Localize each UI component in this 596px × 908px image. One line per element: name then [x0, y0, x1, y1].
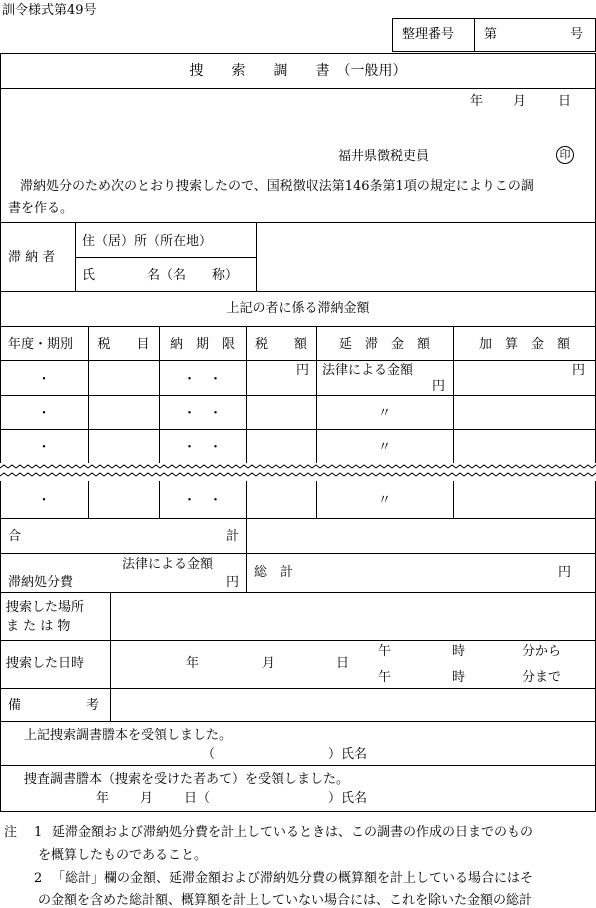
row4-period: ・ [37, 493, 51, 508]
note1-line2: を概算したものであること。 [38, 848, 208, 863]
fee-row [0, 553, 596, 593]
official-title: 福井県徴税吏員 [338, 149, 430, 164]
col-tax-amount: 税 額 [254, 337, 307, 352]
intro-line2: 書を作る。 [8, 201, 74, 216]
col-delay-amount: 延 滞 金 額 [338, 337, 430, 352]
break-wave-icon [0, 463, 596, 481]
notes-label: 注 [4, 825, 18, 840]
from-hour: 時 [452, 644, 466, 659]
seiri-prefix: 第 [484, 27, 498, 42]
receipt1-paren-close: ）氏名 [328, 747, 368, 762]
row1-tax-yen: 円 [296, 363, 310, 378]
seiri-suffix: 号 [570, 27, 584, 42]
to-min: 分まで [522, 670, 562, 685]
date-day: 日 [558, 94, 572, 109]
row1-deadline: ・ ・ [182, 372, 222, 387]
search-month: 月 [262, 656, 276, 671]
grand-label: 総 計 [254, 565, 294, 580]
remarks-right: 考 [86, 698, 100, 713]
row4-deadline: ・ ・ [182, 493, 222, 508]
to-ampm: 午 [378, 670, 392, 685]
col-period: 年度・期別 [8, 337, 74, 352]
remarks-left: 備 [8, 698, 22, 713]
receipt2-day: 日（ [184, 791, 211, 806]
col-tax-item: 税 目 [97, 337, 150, 352]
note2-num: 2 [34, 871, 43, 886]
receipt1-text: 上記捜索調書謄本を受領しました。 [24, 728, 233, 743]
receipt2-year: 年 [96, 791, 110, 806]
from-min: 分から [522, 644, 562, 659]
search-place-row [0, 592, 596, 641]
row2-ditto: 〃 [377, 406, 391, 421]
total-right: 計 [226, 529, 240, 544]
receipt1-paren-open: （ [202, 747, 216, 762]
receipt2-text: 捜査調書謄本（捜索を受けた者あて）を受領しました。 [24, 772, 350, 787]
form-title: 捜 索 調 書 （一般用） [189, 63, 407, 79]
row3-ditto: 〃 [377, 440, 391, 455]
col-deadline: 納 期 限 [169, 337, 235, 352]
to-hour: 時 [452, 670, 466, 685]
note1-line1: 延滞金額および滞納処分費を計上しているときは、この調書の作成の日までのもの [52, 825, 534, 840]
row2-deadline: ・ ・ [182, 406, 222, 421]
amount-table-lower [0, 481, 596, 519]
seiri-label: 整理番号 [402, 27, 455, 42]
date-month: 月 [513, 94, 527, 109]
note1-num: 1 [34, 825, 43, 840]
address-label: 住（居）所（所在地） [82, 234, 213, 249]
search-place-line2: ま た は 物 [6, 619, 71, 634]
grand-yen: 円 [558, 565, 572, 580]
seal-mark: 印 [556, 146, 574, 164]
row2-period: ・ [37, 406, 51, 421]
row3-deadline: ・ ・ [182, 440, 222, 455]
row1-period: ・ [37, 372, 51, 387]
from-ampm: 午 [378, 644, 392, 659]
fee-yen: 円 [226, 575, 240, 590]
delinquent-label: 滞 納 者 [8, 250, 56, 265]
fee-label: 滞納処分費 [8, 575, 74, 590]
name-label: 氏 名（名 称） [82, 268, 239, 283]
date-year: 年 [470, 94, 484, 109]
total-left: 合 [8, 529, 22, 544]
note2-line1: 「総計」欄の金額、延滞金額および滞納処分費の概算額を計上している場合にはそ [52, 871, 534, 886]
search-datetime-label: 捜索した日時 [6, 656, 85, 671]
receipt2-month: 月 [140, 791, 154, 806]
intro-line1: 滞納処分のため次のとおり捜索したので、国税徴収法第146条第1項の規定によりこの調 [20, 179, 534, 194]
search-day: 日 [336, 656, 350, 671]
fee-note: 法律による金額 [122, 557, 214, 572]
row1-delay-note: 法律による金額 [322, 363, 414, 378]
total-row [0, 518, 596, 554]
receipt2-paren-close: ）氏名 [328, 791, 368, 806]
note2-line2: の金額を含めた総計額、概算額を計上していない場合には、これを除いた金額の総計 [38, 893, 533, 908]
form-id: 訓令様式第49号 [2, 3, 97, 18]
row1-delay-yen: 円 [432, 379, 446, 394]
row3-period: ・ [37, 440, 51, 455]
search-place-line1: 捜索した場所 [6, 600, 85, 615]
amount-heading: 上記の者に係る滞納金額 [226, 301, 370, 316]
row1-add-yen: 円 [572, 363, 586, 378]
search-year: 年 [186, 656, 200, 671]
table-break [0, 463, 596, 481]
search-datetime-row [0, 640, 596, 689]
intro-box [0, 88, 596, 223]
col-add-amount: 加 算 金 額 [478, 337, 570, 352]
row4-ditto: 〃 [377, 493, 391, 508]
